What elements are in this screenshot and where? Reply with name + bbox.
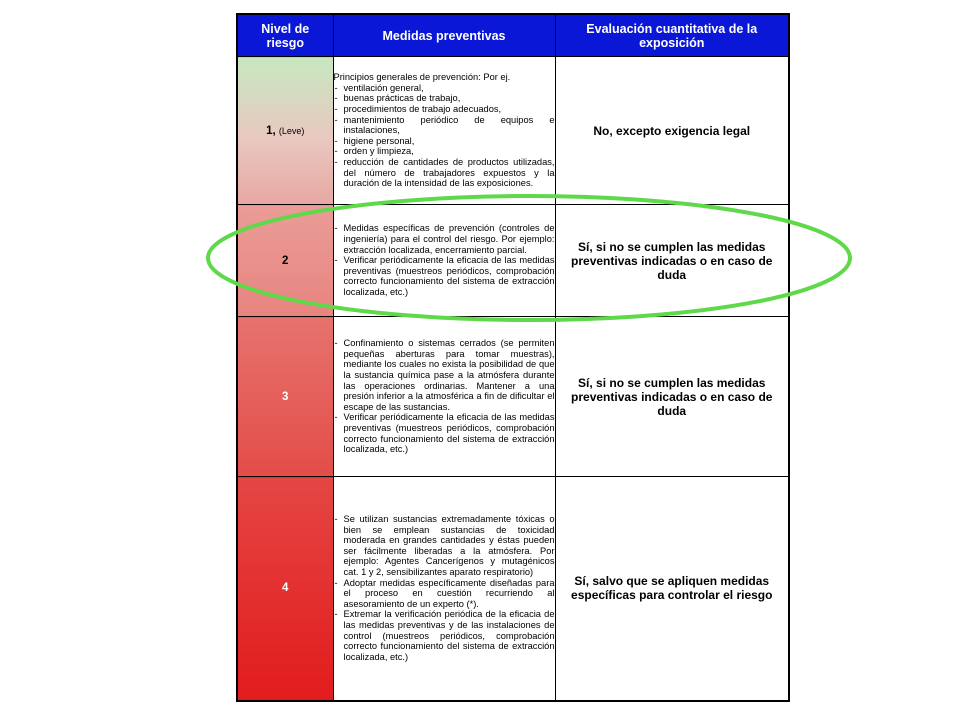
list-item: - orden y limpieza,: [334, 146, 555, 157]
risk-level-cell: [237, 205, 333, 317]
list-item: - Verificar periódicamente la eficacia de las medidas preventivas (muestreos periódicos, comprobación correcto funcionamiento del sistema de extracción localizada, etc.): [334, 255, 555, 297]
header-level: Nivel de riesgo: [237, 14, 333, 57]
list-item: - Extremar la verificación periódica de la eficacia de las medidas preventivas y de las instalaciones de control (muestreos periódicos, comprobación correcto funcionamiento del sistema de extracción localizada, etc.): [334, 609, 555, 662]
list-item: - reducción de cantidades de productos utilizadas, del número de trabajadores expuestos y la duración de la intensidad de las exposiciones.: [334, 157, 555, 189]
header-measures: Medidas preventivas: [333, 14, 555, 57]
list-item: - higiene personal,: [334, 136, 555, 147]
measures-list: [334, 514, 555, 662]
list-item: - ventilación general,: [334, 83, 555, 94]
list-item: - Medidas específicas de prevención (controles de ingeniería) para el control del riesgo. Por ejemplo: extracción localizada, encerramiento parcial.: [334, 223, 555, 255]
evaluation-cell: Sí, si no se cumplen las medidas preventivas indicadas o en caso de duda: [555, 205, 789, 317]
measures-list: [334, 223, 555, 297]
list-item: - Adoptar medidas específicamente diseñadas para el proceso en cuestión recurriendo al asesoramiento de un experto (*).: [334, 578, 555, 610]
list-item: - Se utilizan sustancias extremadamente tóxicas o bien se emplean sustancias de toxicidad moderada en grandes cantidades y éstas pueden ser fácilmente liberadas a la atmósfera. Por ejemplo: Agentes Cancerígenos y mutagénicos cat. 1 y 2, sensibilizantes aparato respiratorio): [334, 514, 555, 578]
measures-cell: [333, 57, 555, 205]
risk-level-cell: 1, (Leve): [237, 57, 333, 205]
table-row: [237, 57, 789, 205]
table-header-row: [237, 14, 789, 57]
table-row: [237, 205, 789, 317]
risk-level-number: 2: [282, 254, 289, 267]
risk-level-number: 4: [282, 582, 289, 595]
table-row: [237, 477, 789, 701]
table-row: [237, 317, 789, 477]
list-item: - Verificar periódicamente la eficacia de las medidas preventivas (muestreos periódicos, comprobación correcto funcionamiento del sistema de extracción localizada, etc.): [334, 412, 555, 454]
list-item: - buenas prácticas de trabajo,: [334, 93, 555, 104]
measures-cell: [333, 205, 555, 317]
header-evaluation: Evaluación cuantitativa de la exposición: [555, 14, 789, 57]
list-item: - mantenimiento periódico de equipos e instalaciones,: [334, 115, 555, 136]
list-item: - procedimientos de trabajo adecuados,: [334, 104, 555, 115]
measures-intro: Principios generales de prevención: Por ej.: [333, 72, 511, 83]
measures-cell: [333, 317, 555, 477]
risk-level-cell: [237, 317, 333, 477]
risk-level-cell: [237, 477, 333, 701]
measures-list: [334, 338, 555, 455]
list-item: - Confinamiento o sistemas cerrados (se permiten pequeñas aberturas para tomar muestras), mediante los cuales no exista la posibilidad de que la sustancia química pase a la atmósfera durante las operaciones ordinarias. Mantener a una presión inferior a la atmosférica a fin de dificultar el escape de las sustancias.: [334, 338, 555, 412]
measures-list: [334, 83, 555, 189]
risk-level-table: [236, 13, 790, 702]
risk-level-number: 1: [266, 124, 273, 137]
evaluation-cell: Sí, salvo que se apliquen medidas específicas para controlar el riesgo: [555, 477, 789, 701]
evaluation-cell: Sí, si no se cumplen las medidas preventivas indicadas o en caso de duda: [555, 317, 789, 477]
risk-level-number: 3: [282, 390, 289, 403]
measures-cell: [333, 477, 555, 701]
risk-level-suffix: (Leve): [278, 125, 305, 136]
evaluation-cell: No, excepto exigencia legal: [555, 57, 789, 205]
